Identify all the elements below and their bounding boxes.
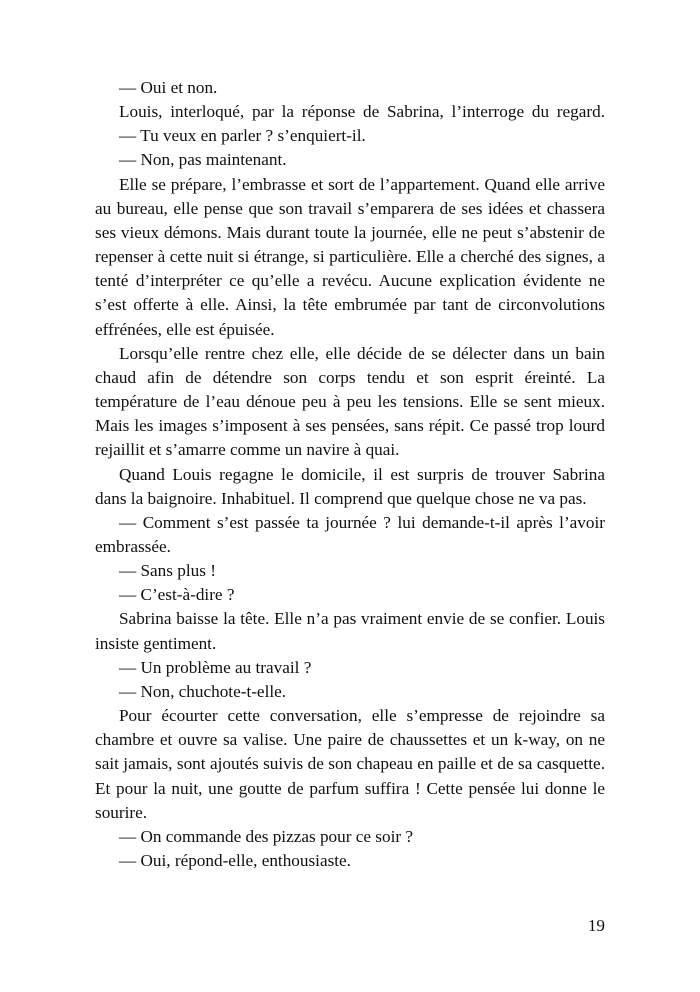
paragraph: — Oui et non. bbox=[119, 78, 218, 97]
paragraph: — Comment s’est passée ta journée ? lui demande-t-il après l’avoir embrassée. bbox=[95, 512, 605, 556]
body-text bbox=[95, 76, 605, 873]
paragraph: — C’est-à-dire ? bbox=[119, 585, 235, 605]
paragraph: — Sans plus ! bbox=[119, 561, 216, 581]
paragraph: Sabrina baisse la tête. Elle n’a pas vraiment envie de se confier. Louis insiste gentiment. bbox=[95, 609, 605, 653]
paragraph: — Oui, répond-elle, enthousiaste. bbox=[119, 851, 351, 870]
paragraph: Lorsqu’elle rentre chez elle, elle décide de se délecter dans un bain chaud afin de détendre son corps tendu et son esprit éreinté. La température de l’eau dénoue peu à peu les tensions. Elle se sent mieux. Mais les images s’imposent à ses pensées, sans répit. Ce passé trop lourd rejaillit et s’amarre comme un navire à quai. bbox=[95, 343, 605, 460]
paragraph: — Non, chuchote-t-elle. bbox=[119, 681, 287, 701]
paragraph: — Non, pas maintenant. bbox=[119, 150, 287, 170]
paragraph: Louis, interloqué, par la réponse de Sabrina, l’interroge du regard. bbox=[119, 102, 605, 122]
paragraph: — On commande des pizzas pour ce soir ? bbox=[119, 826, 414, 846]
paragraph: — Tu veux en parler ? s’enquiert-il. bbox=[119, 126, 366, 146]
page-number: 19 bbox=[587, 916, 605, 935]
paragraph: — Un problème au travail ? bbox=[119, 657, 312, 677]
paragraph: Elle se prépare, l’embrasse et sort de l’appartement. Quand elle arrive au bureau, elle pense que son travail s’emparera de ses idées et chassera ses vieux démons. Mais durant toute la journée, elle ne peut s’abstenir de repenser à cette nuit si étrange, si particulière. Elle a cherché des signes, a tenté d’interpréter ce qu’elle a revécu. Aucune explication évidente ne s’est offerte à elle. Ainsi, la tête embrumée par tant de circonvolutions effrénées, elle est épuisée. bbox=[95, 174, 605, 339]
paragraph: Quand Louis regagne le domicile, il est surpris de trouver Sabrina dans la baignoire. Inhabituel. Il comprend que quelque chose ne va pas. bbox=[95, 464, 605, 508]
paragraph: Pour écourter cette conversation, elle s’empresse de rejoindre sa chambre et ouvre sa valise. Une paire de chaussettes et un k-way, on ne sait jamais, sont ajoutés suivis de son chapeau en paille et de sa casquette. Et pour la nuit, une goutte de parfum suffira ! Cette pensée lui donne le sourire. bbox=[95, 706, 605, 822]
